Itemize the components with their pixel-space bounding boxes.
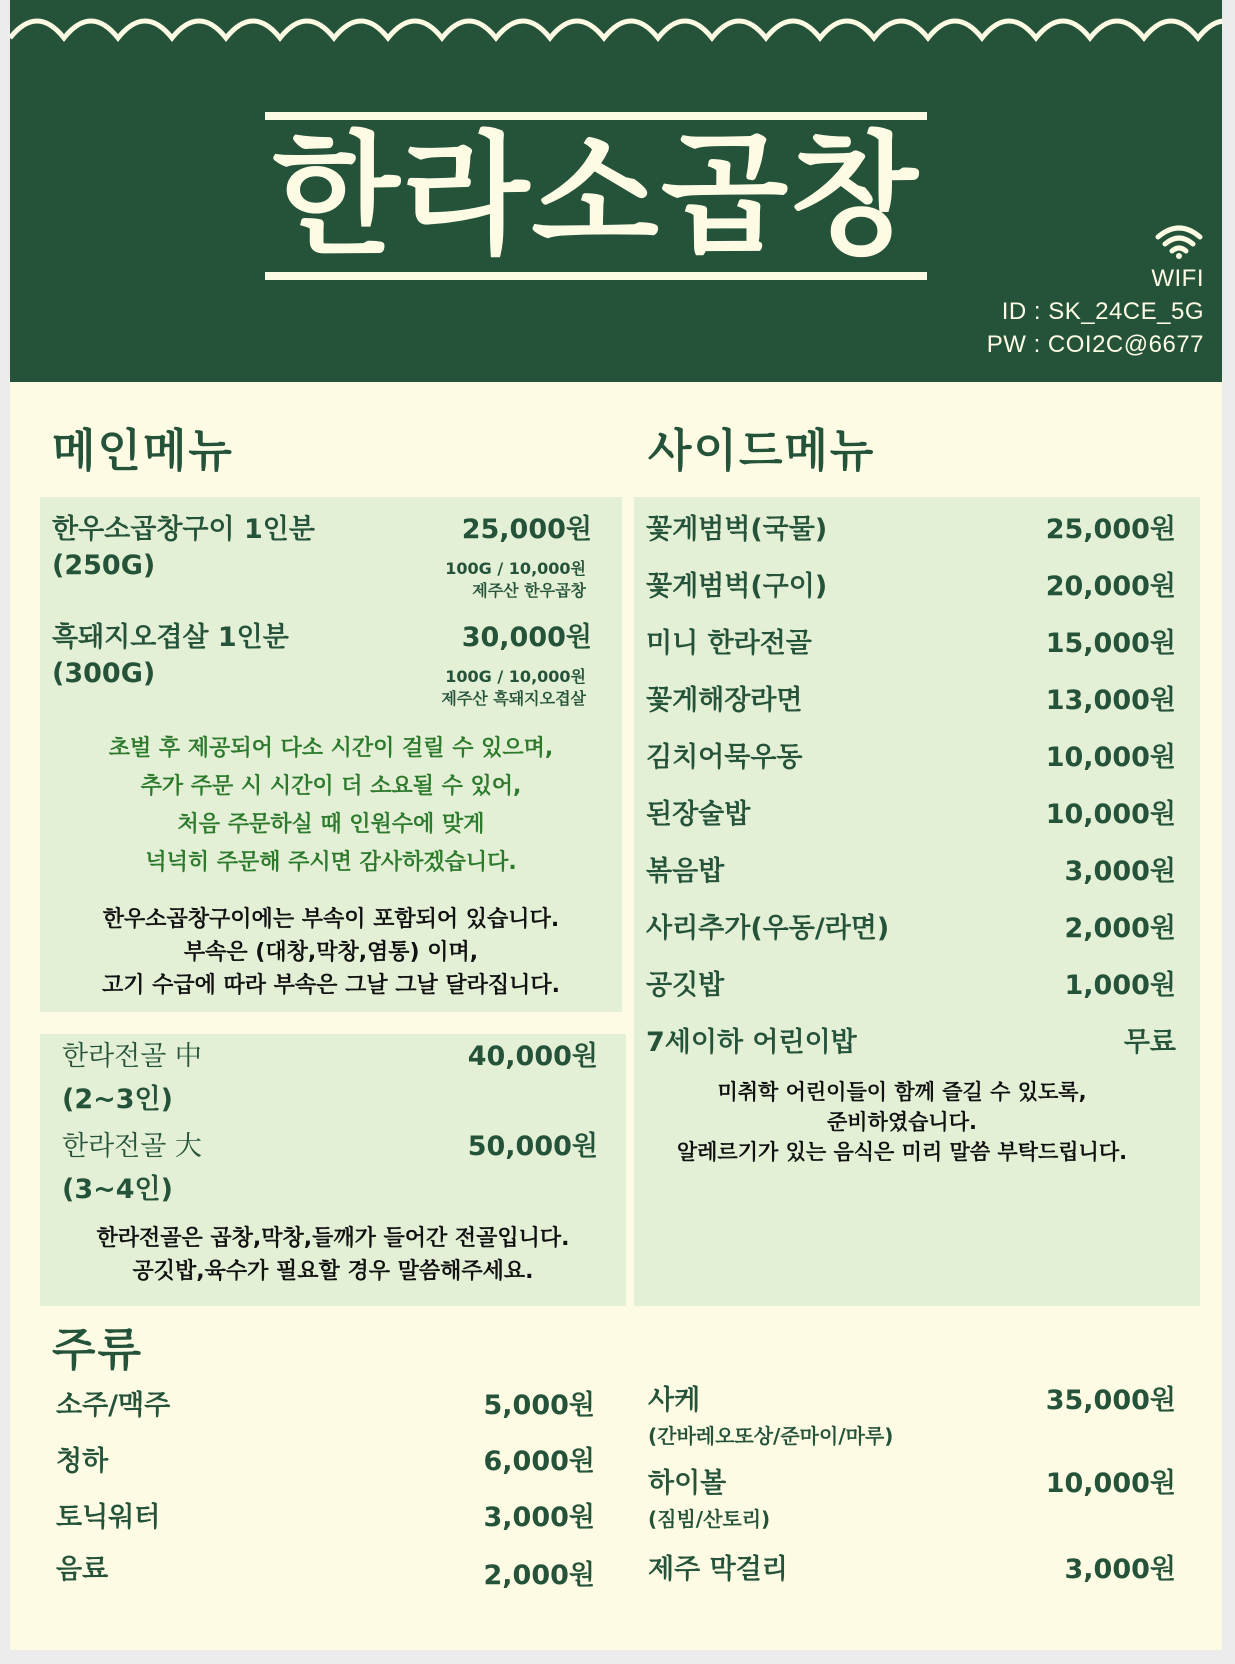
drink-name: 하이볼 bbox=[648, 1468, 727, 1499]
notice-line: 고기 수급에 따라 부속은 그날 그날 달라집니다. bbox=[101, 973, 561, 998]
notice-line: 준비하였습니다. bbox=[827, 1110, 977, 1134]
side-item-price: 10,000원 bbox=[1045, 742, 1176, 773]
main-item-sub: (250G) bbox=[52, 550, 156, 581]
side-item-price: 15,000원 bbox=[1045, 628, 1176, 659]
drinks-title: 주류 bbox=[52, 1323, 143, 1376]
hotpot-item-price: 40,000원 bbox=[467, 1041, 598, 1072]
main-item-name: 흑돼지오겹살 1인분 bbox=[52, 622, 289, 653]
notice-line: 미취학 어린이들이 함께 즐길 수 있도록, bbox=[717, 1080, 1087, 1104]
main-item-origin: 제주산 한우곱창 bbox=[472, 581, 586, 600]
drink-sub: (간바레오또상/준마이/마루) bbox=[648, 1424, 894, 1448]
side-item-name: 7세이하 어린이밥 bbox=[646, 1027, 857, 1058]
side-menu-panel bbox=[634, 497, 1200, 1306]
side-menu-title: 사이드메뉴 bbox=[648, 424, 876, 477]
side-item-name: 김치어묵우동 bbox=[646, 742, 803, 773]
side-item-name: 꽃게해장라면 bbox=[646, 685, 803, 716]
side-item-name: 꽃게범벅(국물) bbox=[646, 514, 828, 545]
drink-name: 음료 bbox=[56, 1554, 109, 1585]
notice-line: 한우소곱창구이에는 부속이 포함되어 있습니다. bbox=[102, 907, 560, 932]
drink-price: 2,000원 bbox=[483, 1560, 595, 1591]
side-item-price: 25,000원 bbox=[1045, 514, 1176, 545]
hotpot-item-price: 50,000원 bbox=[467, 1131, 598, 1162]
drink-price: 6,000원 bbox=[483, 1446, 595, 1477]
side-item-price: 20,000원 bbox=[1045, 571, 1176, 602]
hotpot-item-sub: (2~3인) bbox=[62, 1084, 173, 1115]
wifi-password: PW : COI2C@6677 bbox=[986, 331, 1204, 358]
drink-name: 사케 bbox=[648, 1385, 701, 1416]
side-item-name: 꽃게범벅(구이) bbox=[646, 571, 828, 602]
notice-line: 추가 주문 시 시간이 더 소요될 수 있어, bbox=[140, 774, 522, 799]
side-item-price: 무료 bbox=[1123, 1027, 1176, 1058]
main-item-note: 100G / 10,000원 bbox=[445, 667, 586, 686]
side-item-price: 13,000원 bbox=[1045, 685, 1176, 716]
drink-name: 소주/맥주 bbox=[56, 1390, 171, 1421]
side-item-name: 볶음밥 bbox=[646, 856, 725, 887]
scallop-border bbox=[10, 0, 1222, 60]
hotpot-item-name: 한라전골 中 bbox=[62, 1041, 202, 1072]
notice-line: 초벌 후 제공되어 다소 시간이 걸릴 수 있으며, bbox=[108, 736, 554, 761]
drink-name: 청하 bbox=[56, 1446, 109, 1477]
hotpot-item-sub: (3~4인) bbox=[62, 1174, 173, 1205]
notice-line: 알레르기가 있는 음식은 미리 말씀 부탁드립니다. bbox=[676, 1140, 1128, 1164]
notice-line: 처음 주문하실 때 인원수에 맞게 bbox=[177, 812, 485, 837]
main-menu-panel bbox=[40, 497, 622, 1012]
hotpot-item-name: 한라전골 大 bbox=[62, 1131, 202, 1162]
side-item-price: 10,000원 bbox=[1045, 799, 1176, 830]
side-item-name: 공깃밥 bbox=[646, 970, 725, 1001]
side-item-name: 미니 한라전골 bbox=[646, 628, 812, 659]
side-item-price: 3,000원 bbox=[1064, 856, 1176, 887]
drink-price: 3,000원 bbox=[1064, 1554, 1176, 1585]
menu-poster bbox=[10, 0, 1222, 1650]
main-item-sub: (300G) bbox=[52, 658, 156, 689]
drink-price: 35,000원 bbox=[1045, 1385, 1176, 1416]
side-item-name: 사리추가(우동/라면) bbox=[646, 913, 890, 944]
main-menu-title: 메인메뉴 bbox=[52, 424, 234, 477]
drink-price: 10,000원 bbox=[1045, 1468, 1176, 1499]
wifi-info bbox=[987, 222, 1204, 361]
wifi-icon bbox=[1154, 222, 1204, 262]
drink-name: 제주 막걸리 bbox=[648, 1554, 788, 1585]
main-item-price: 25,000원 bbox=[461, 514, 592, 545]
main-item-price: 30,000원 bbox=[461, 622, 592, 653]
hotpot-panel bbox=[40, 1034, 626, 1306]
side-item-price: 1,000원 bbox=[1064, 970, 1176, 1001]
restaurant-title: 한라소곱창 bbox=[272, 119, 920, 273]
header-banner bbox=[10, 0, 1222, 382]
main-item-origin: 제주산 흑돼지오겹살 bbox=[441, 689, 586, 708]
main-item-name: 한우소곱창구이 1인분 bbox=[52, 514, 315, 545]
drink-price: 5,000원 bbox=[483, 1390, 595, 1421]
drink-name: 토닉워터 bbox=[56, 1502, 161, 1533]
notice-line: 부속은 (대창,막창,염통) 이며, bbox=[183, 940, 479, 965]
side-item-price: 2,000원 bbox=[1064, 913, 1176, 944]
drink-sub: (짐빔/산토리) bbox=[648, 1507, 771, 1531]
wifi-id: ID : SK_24CE_5G bbox=[1001, 298, 1204, 325]
wifi-label: WIFI bbox=[1151, 265, 1204, 292]
notice-line: 공깃밥,육수가 필요할 경우 말씀해주세요. bbox=[132, 1259, 534, 1284]
notice-line: 넉넉히 주문해 주시면 감사하겠습니다. bbox=[145, 850, 517, 875]
side-item-name: 된장술밥 bbox=[646, 799, 751, 830]
main-item-note: 100G / 10,000원 bbox=[445, 559, 586, 578]
notice-line: 한라전골은 곱창,막창,들깨가 들어간 전골입니다. bbox=[96, 1226, 570, 1251]
drink-price: 3,000원 bbox=[483, 1502, 595, 1533]
